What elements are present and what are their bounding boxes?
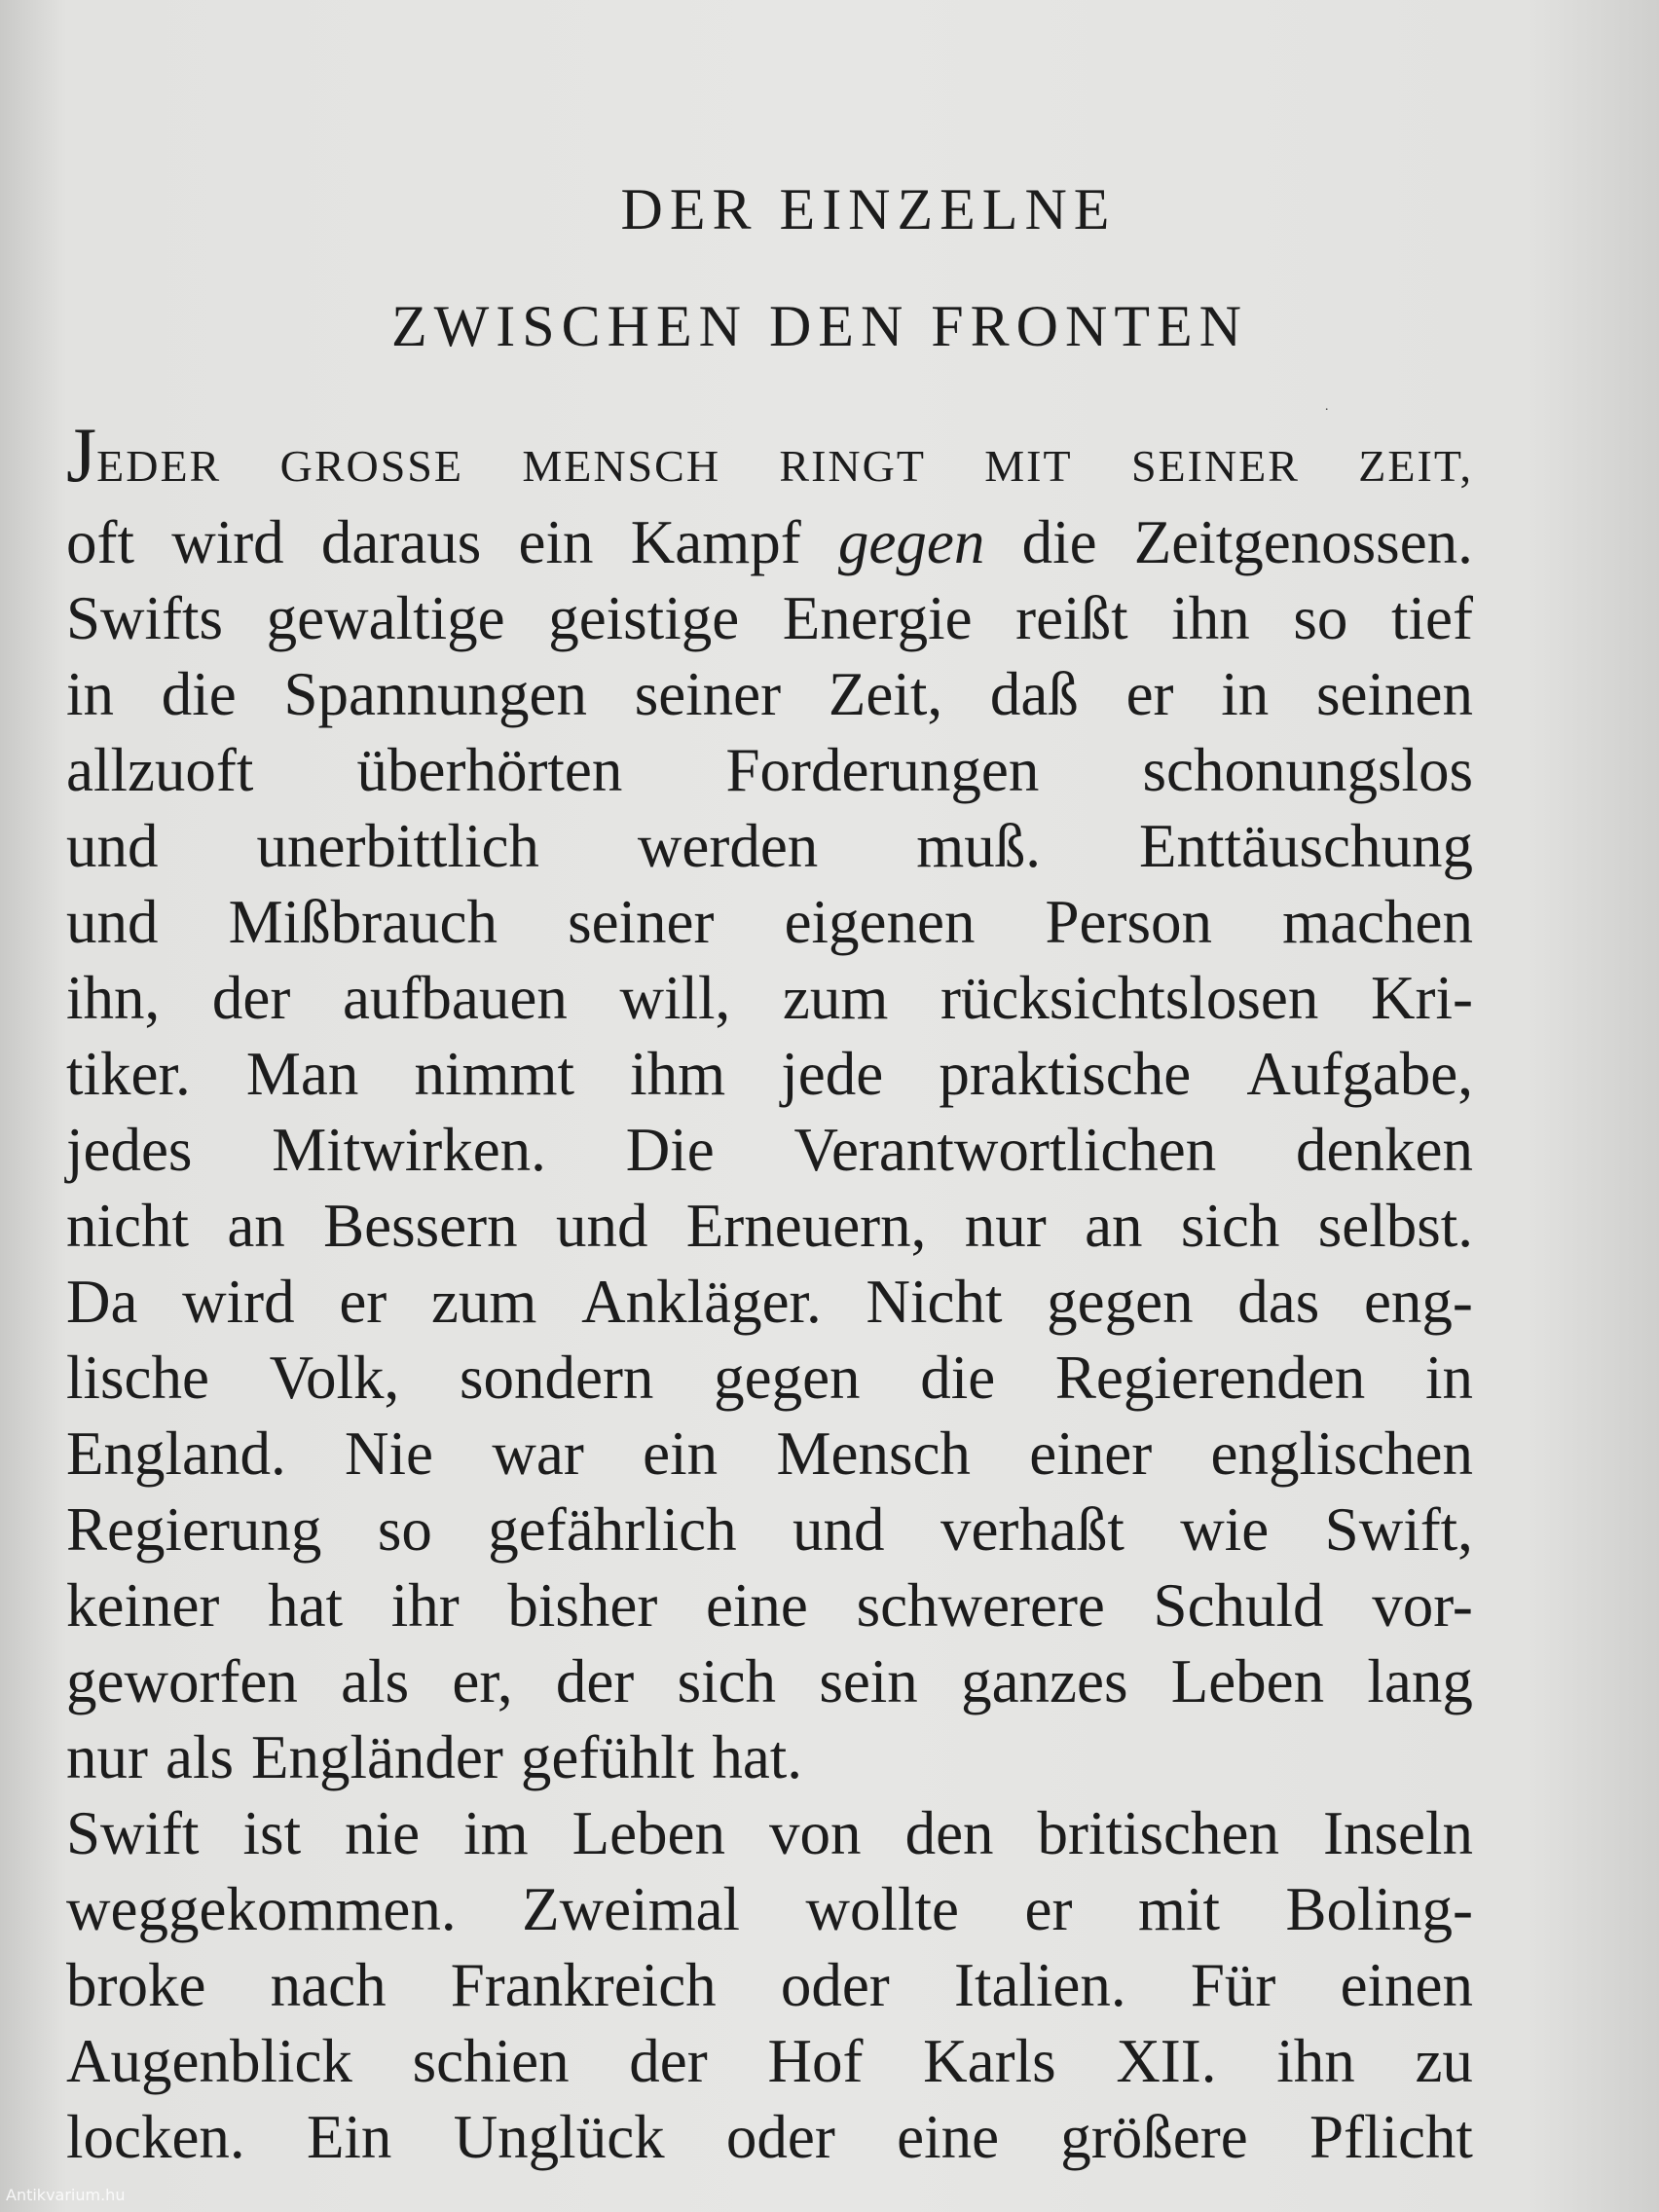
word: einen [1340,1951,1473,2019]
word: reißt [1015,584,1128,652]
text-line [66,808,1473,884]
word: der [629,2027,708,2095]
word: Inseln [1323,1799,1473,1867]
word: unerbittlich [256,812,539,880]
word: lang [1367,1647,1473,1715]
word: ihn [1171,584,1250,652]
word: Energie [782,584,973,652]
word: nach [270,1951,387,2019]
word: denken [1296,1116,1473,1184]
word: Volk, [269,1344,400,1412]
word: eine [705,1571,808,1640]
word: ihn [1276,2027,1355,2095]
word: Kampf [630,508,801,576]
word: Nie [345,1419,434,1488]
word: Bessern [323,1192,518,1260]
word: Die [625,1116,715,1184]
word: bisher [507,1571,658,1640]
word: Da [66,1268,138,1336]
word: ihr [390,1571,460,1640]
word: oder [725,2103,835,2171]
text-line [66,1643,1473,1719]
word: ist [242,1799,302,1867]
word: Kri- [1371,964,1473,1032]
word: schonungslos [1142,736,1473,804]
word: wird [171,508,284,576]
body-text [66,413,1473,2175]
word: Person [1045,888,1213,956]
word: Ankläger. [581,1268,822,1336]
word: britischen [1037,1799,1279,1867]
first-line-word: MENSCH [522,441,721,491]
word: Hof [767,2027,864,2095]
word: schwerere [856,1571,1105,1640]
word: vor- [1372,1571,1473,1640]
word: in [1221,660,1270,728]
word: Nicht [866,1268,1003,1336]
word: Enttäuschung [1139,812,1473,880]
word: die [920,1344,996,1412]
word: und [793,1495,885,1564]
word: den [904,1799,994,1867]
text-line [66,1188,1473,1264]
word: er [1024,1875,1073,1943]
word: geistige [548,584,740,652]
word: Engländer [250,1723,503,1791]
text-line [66,1340,1473,1416]
word: der [211,964,291,1032]
word: Schuld [1153,1571,1324,1640]
word: seiner [634,660,782,728]
chapter-title-line-1: DER EINZELNE [620,177,1117,241]
word: gegen [1047,1268,1194,1336]
word: Zweimal [522,1875,741,1943]
word: seinen [1316,660,1473,728]
watermark: Antikvarium.hu [6,2186,126,2204]
word: gegen [714,1344,861,1412]
word: in [1424,1344,1473,1412]
text-line [66,1416,1473,1492]
word: Mißbrauch [228,888,498,956]
word: Spannungen [283,660,587,728]
word: broke [66,1951,206,2019]
word: tief [1391,584,1473,652]
text-line [66,580,1473,656]
word: verhaßt [940,1495,1124,1564]
word: Swift, [1324,1495,1473,1564]
word: Verantwortlichen [793,1116,1217,1184]
word: Swifts [66,584,224,652]
word: als [165,1723,234,1791]
first-line-word: ZEIT, [1358,441,1473,491]
word: tiker. [66,1040,191,1108]
word: eigenen [784,888,976,956]
first-line [66,413,1473,504]
word: England. [66,1419,286,1488]
word: an [1085,1192,1143,1260]
word: wird [182,1268,295,1336]
word: rücksichtslosen [940,964,1319,1032]
word: wie [1180,1495,1270,1564]
word: nur [964,1192,1047,1260]
word: und [66,812,159,880]
text-line [66,1871,1473,1947]
text-line [66,732,1473,808]
word: Italien. [953,1951,1126,2019]
word: ganzes [961,1647,1128,1715]
word: Regierenden [1054,1344,1366,1412]
text-line [66,1036,1473,1112]
first-word-group [66,413,222,504]
first-line-word: SEINER [1130,441,1300,491]
word: Regierung [66,1495,322,1564]
word: Mensch [776,1419,971,1488]
word: gewaltige [266,584,505,652]
word: aufbauen [342,964,568,1032]
first-line-word: GROSSE [279,441,463,491]
word: Erneuern, [685,1192,927,1260]
first-line-word: MIT [984,441,1073,491]
word: lische [66,1344,209,1412]
word: Leben [571,1799,726,1867]
word: jede [781,1040,884,1108]
text-line [66,504,1473,580]
word: zum [782,964,889,1032]
word: sondern [459,1344,654,1412]
word: Frankreich [450,1951,717,2019]
word: Für [1190,1951,1276,2019]
text-line [66,1795,1473,1871]
word: weggekommen. [66,1875,457,1943]
text-line [66,1719,1473,1795]
word: gefährlich [488,1495,737,1564]
word: daraus [320,508,482,576]
word: einer [1029,1419,1153,1488]
word: ein [643,1419,719,1488]
word: größere [1060,2103,1248,2171]
word: Zeitgenossen. [1133,508,1473,576]
word: werden [637,812,819,880]
word: eng- [1363,1268,1473,1336]
word: überhörten [356,736,623,804]
word: zu [1415,2027,1473,2095]
word: selbst. [1317,1192,1473,1260]
word: die [1021,508,1097,576]
word: Boling- [1285,1875,1473,1943]
word: allzuoft [66,736,254,804]
word: gefühlt [520,1723,695,1791]
word: Swift [66,1799,200,1867]
word: nimmt [414,1040,574,1108]
word: sich [1180,1192,1280,1260]
word: die [161,660,237,728]
text-line [66,884,1473,960]
word: wollte [805,1875,960,1943]
word: machen [1282,888,1473,956]
word: sich [677,1647,777,1715]
print-speck: ˙ [1324,406,1330,423]
word: von [769,1799,862,1867]
word: Mitwirken. [272,1116,546,1184]
text-line [66,1112,1473,1188]
word: muß. [916,812,1042,880]
text-line [66,960,1473,1036]
text-line [66,2099,1473,2175]
text-line [66,1492,1473,1567]
word: so [377,1495,432,1564]
word: Karls [923,2027,1056,2095]
word: ihn, [66,964,161,1032]
word: an [227,1192,285,1260]
word: Forderungen [725,736,1040,804]
word: er [339,1268,387,1336]
word: das [1237,1268,1320,1336]
word: er [1125,660,1174,728]
word: eine [897,2103,1000,2171]
word: ihm [630,1040,726,1108]
word: Unglück [453,2103,665,2171]
text-line [66,1567,1473,1643]
word: will, [619,964,731,1032]
chapter-title-line-2: ZWISCHEN DEN FRONTEN [391,294,1248,358]
word: Ein [306,2103,392,2171]
first-line-word: RINGT [779,441,926,491]
word: sein [819,1647,918,1715]
word: Augenblick [66,2027,352,2095]
drop-cap: J [66,413,97,498]
word: er, [452,1647,513,1715]
word: gegen [837,508,985,576]
word: seiner [568,888,715,956]
word: nie [345,1799,421,1867]
word: Zeit, [828,660,943,728]
word: nur [66,1723,148,1791]
word: Leben [1170,1647,1325,1715]
first-line-word: EDER [96,441,222,491]
text-line [66,1264,1473,1340]
word: so [1293,584,1348,652]
word: ein [518,508,594,576]
word: Aufgabe, [1246,1040,1473,1108]
word: hat. [712,1723,803,1791]
word: zum [430,1268,537,1336]
word: war [492,1419,584,1488]
word: Pflicht [1309,2103,1473,2171]
word: oft [66,508,134,576]
word: der [555,1647,635,1715]
word: und [555,1192,648,1260]
word: jedes [66,1116,193,1184]
word: XII. [1116,2027,1217,2095]
word: praktische [939,1040,1192,1108]
word: in [66,660,115,728]
word: englischen [1210,1419,1473,1488]
word: hat [268,1571,344,1640]
word: als [341,1647,410,1715]
word: im [463,1799,529,1867]
word: nicht [66,1192,189,1260]
word: mit [1137,1875,1220,1943]
word: und [66,888,159,956]
word: daß [989,660,1079,728]
text-line [66,1947,1473,2023]
word: locken. [66,2103,245,2171]
word: oder [780,1951,890,2019]
text-line [66,656,1473,732]
word: keiner [66,1571,220,1640]
word: Man [245,1040,359,1108]
word: geworfen [66,1647,298,1715]
text-line [66,2023,1473,2099]
word: schien [412,2027,570,2095]
